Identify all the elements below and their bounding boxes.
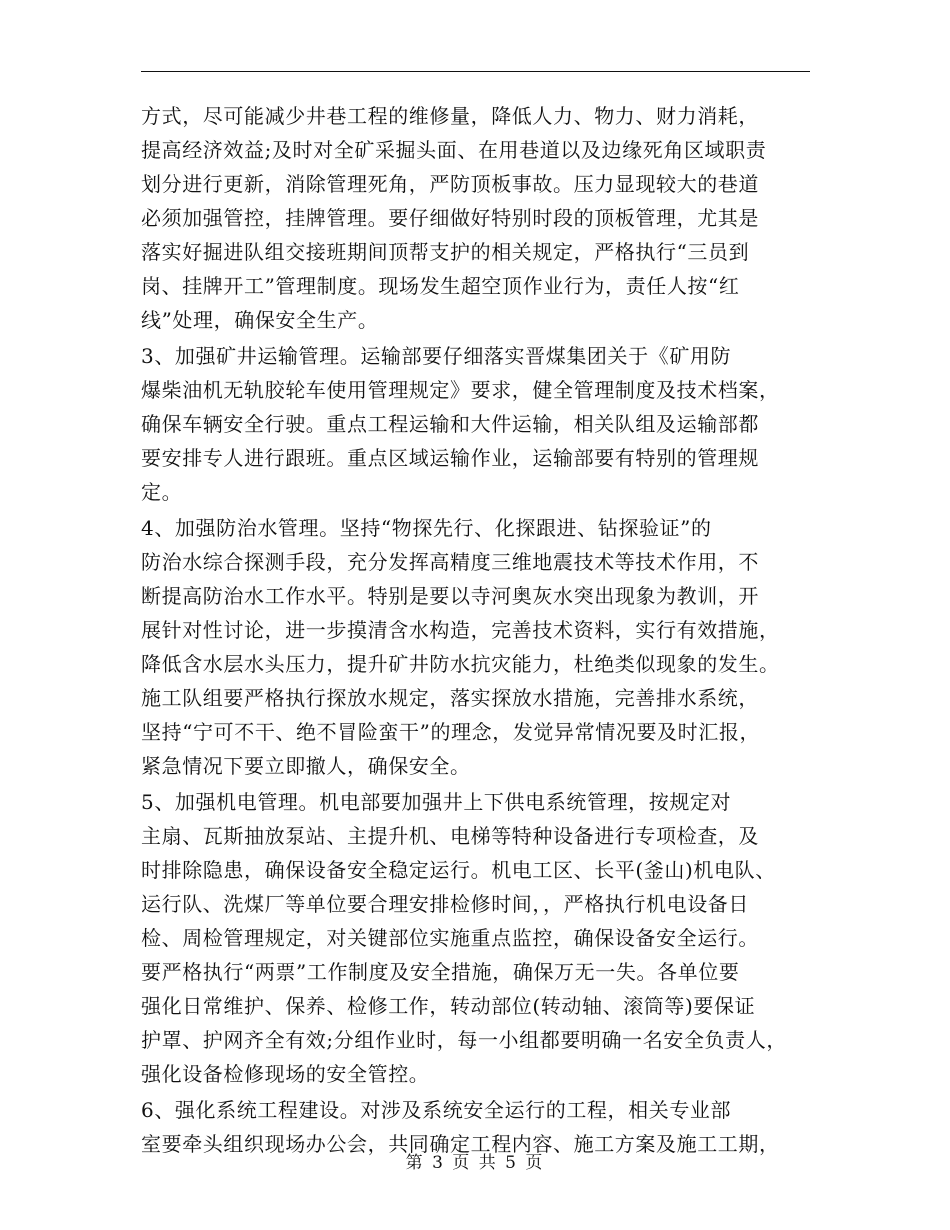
paragraph-start-3: 3、加强矿井运输管理。运输部要仔细落实晋煤集团关于《矿用防 — [141, 344, 732, 368]
text-line: 展针对性讨论，进一步摸清含水构造，完善技术资料，实行有效措施， — [141, 618, 780, 642]
paragraph-start-5: 5、加强机电管理。机电部要加强井上下供电系统管理，按规定对 — [141, 790, 732, 814]
text-line: 落实好掘进队组交接班期间顶帮支护的相关规定，严格执行“三员到 — [141, 240, 750, 264]
text-line: 时排除隐患，确保设备安全稳定运行。机电工区、长平(釜山)机电队、 — [141, 858, 776, 882]
text-line: 定。 — [141, 480, 183, 504]
text-line: 方式，尽可能减少井巷工程的维修量，降低人力、物力、财力消耗， — [141, 104, 759, 128]
text-line: 断提高防治水工作水平。特别是要以寺河奥灰水突出现象为教训，开 — [141, 584, 759, 608]
text-line: 爆柴油机无轨胶轮车使用管理规定》要求，健全管理制度及技术档案， — [141, 378, 780, 402]
text-line: 确保车辆安全行驶。重点工程运输和大件运输，相关队组及运输部都 — [141, 412, 759, 436]
text-line: 降低含水层水头压力，提升矿井防水抗灾能力，杜绝类似现象的发生。 — [141, 652, 780, 676]
text-line: 强化设备检修现场的安全管控。 — [141, 1062, 430, 1086]
text-line: 强化日常维护、保养、检修工作，转动部位(转动轴、滚筒等)要保证 — [141, 994, 756, 1018]
text-line: 提高经济效益;及时对全矿采掘头面、在用巷道以及边缘死角区域职责 — [141, 138, 767, 162]
text-line: 检、周检管理规定，对关键部位实施重点监控，确保设备安全运行。 — [141, 926, 759, 950]
text-line: 护罩、护网齐全有效;分组作业时，每一小组都要明确一名安全负责人， — [141, 1028, 787, 1052]
paragraph-start-4: 4、加强防治水管理。坚持“物探先行、化探跟进、钻探验证”的 — [141, 516, 712, 540]
text-line: 主扇、瓦斯抽放泵站、主提升机、电梯等特种设备进行专项检查，及 — [141, 824, 759, 848]
text-line: 划分进行更新，消除管理死角，严防顶板事故。压力显现较大的巷道 — [141, 172, 759, 196]
text-line: 必须加强管控，挂牌管理。要仔细做好特别时段的顶板管理，尤其是 — [141, 206, 759, 230]
text-line: 线”处理，确保安全生产。 — [141, 308, 379, 332]
text-line: 坚持“宁可不干、绝不冒险蛮干”的理念，发觉异常情况要及时汇报， — [141, 720, 761, 744]
text-line: 要严格执行“两票”工作制度及安全措施，确保万无一失。各单位要 — [141, 960, 740, 984]
text-line: 运行队、洗煤厂等单位要合理安排检修时间，，严格执行机电设备日 — [141, 892, 749, 916]
text-line: 防治水综合探测手段，充分发挥高精度三维地震技术等技术作用，不 — [141, 550, 759, 574]
page-number-footer: 第 3 页 共 5 页 — [405, 1153, 545, 1173]
text-line: 岗、挂牌开工”管理制度。现场发生超空顶作业行为，责任人按“红 — [141, 274, 740, 298]
text-line: 施工队组要严格执行探放水规定，落实探放水措施，完善排水系统， — [141, 686, 759, 710]
text-line: 室要牵头组织现场办公会，共同确定工程内容、施工方案及施工工期， — [141, 1132, 780, 1156]
text-line: 紧急情况下要立即撤人，确保安全。 — [141, 754, 471, 778]
text-line: 要安排专人进行跟班。重点区域运输作业，运输部要有特别的管理规 — [141, 446, 759, 470]
paragraph-start-6: 6、强化系统工程建设。对涉及系统安全运行的工程，相关专业部 — [141, 1098, 732, 1122]
header-rule — [141, 71, 810, 72]
